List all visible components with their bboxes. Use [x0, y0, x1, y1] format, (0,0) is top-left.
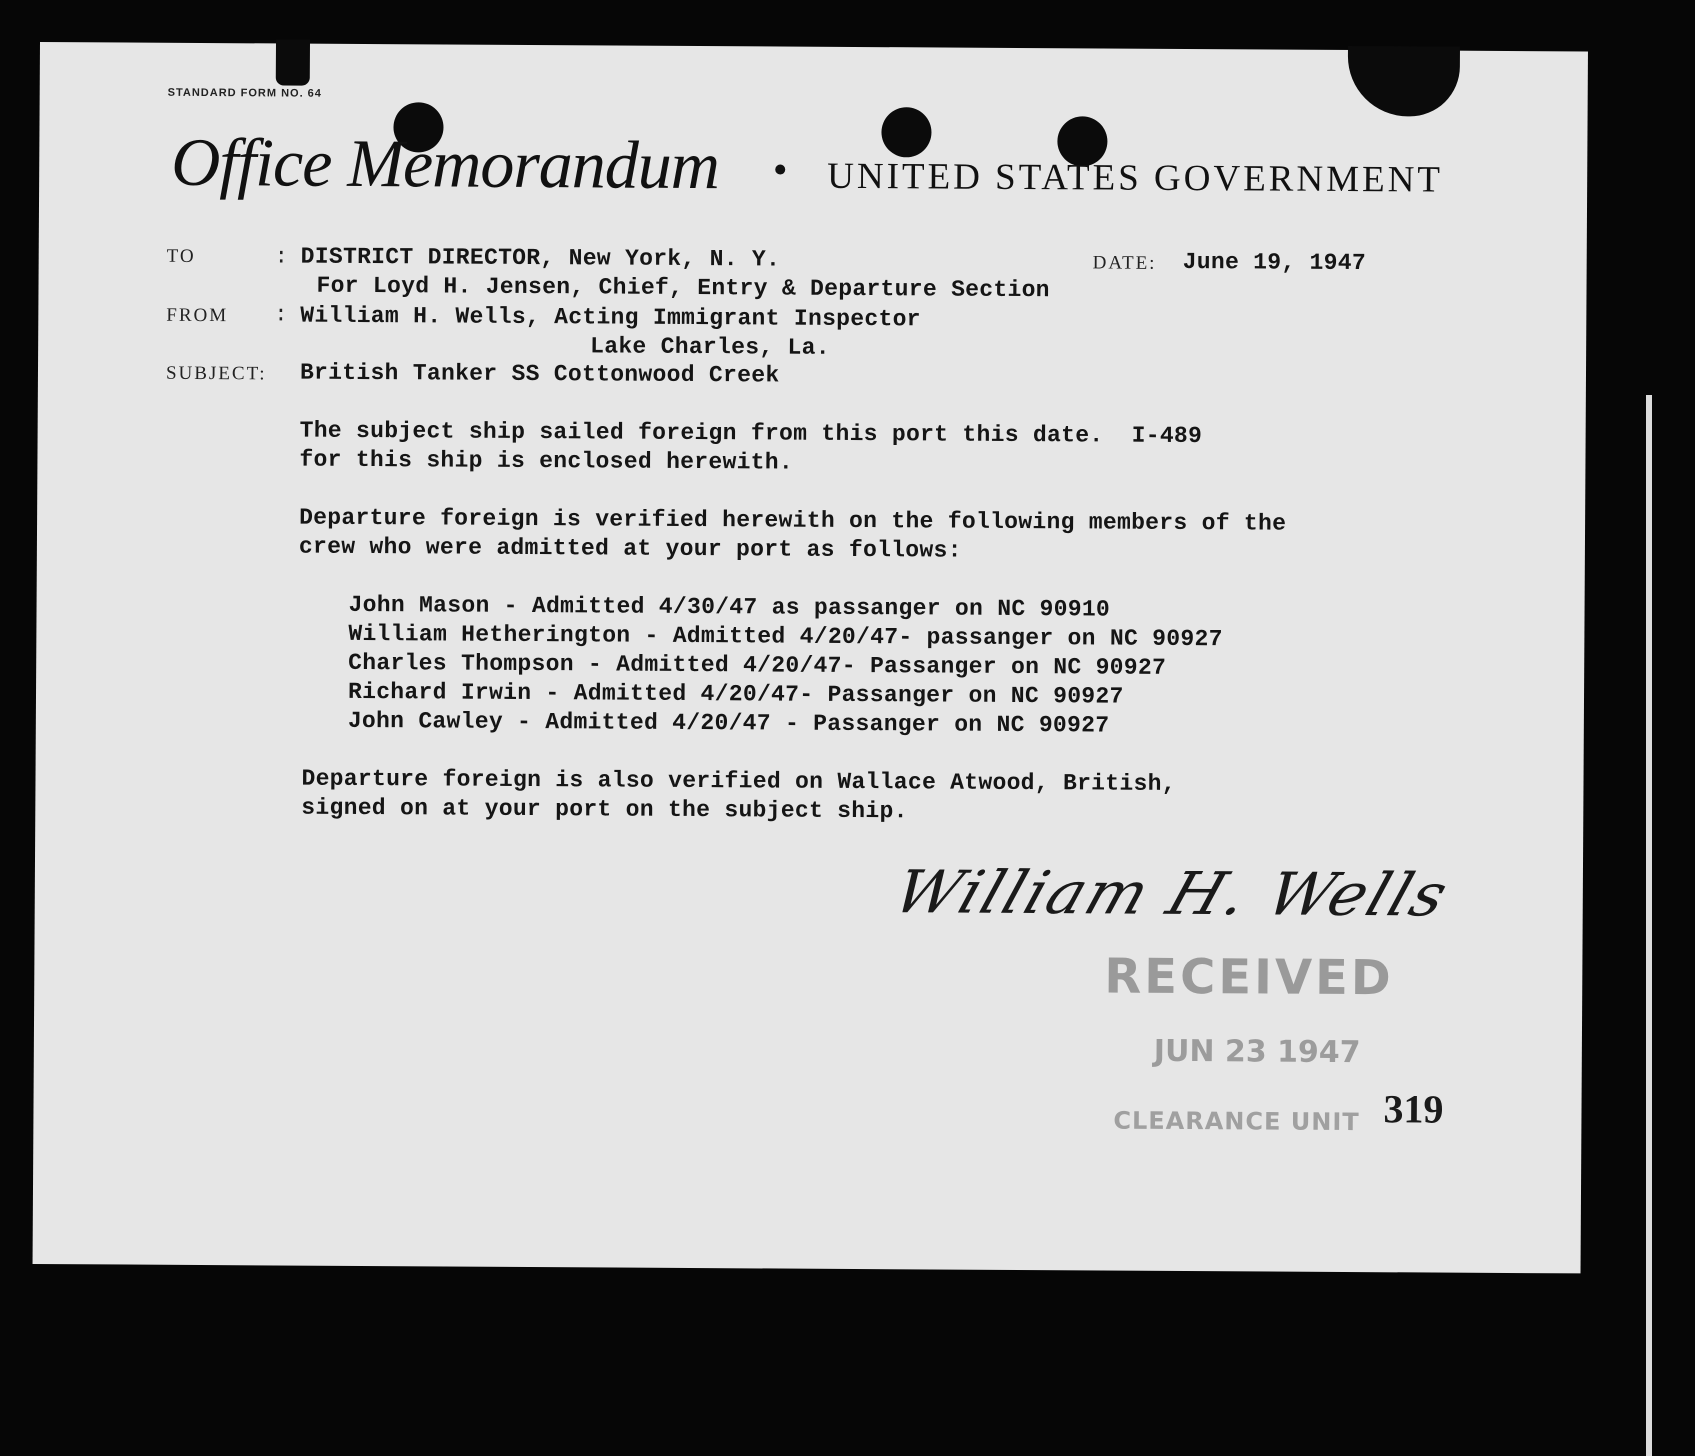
- subject-label: SUBJECT:: [165, 362, 267, 385]
- signature: William H. Wells: [885, 857, 1459, 930]
- title-office-memorandum: Office Memorandum: [171, 123, 720, 204]
- date-label: DATE:: [1092, 252, 1157, 274]
- body-para3-line2: signed on at your port on the subject ship.: [301, 794, 908, 825]
- from-value-line2: Lake Charles, La.: [590, 333, 830, 361]
- from-colon: :: [274, 302, 288, 328]
- body-para3-line1: Departure foreign is also verified on Wallace Atwood, British,: [301, 765, 1176, 797]
- form-number: STANDARD FORM NO. 64: [167, 86, 322, 100]
- page-number: 319: [1383, 1086, 1444, 1132]
- received-stamp: RECEIVED: [1104, 948, 1394, 1007]
- to-colon: :: [274, 244, 288, 270]
- body-para1-line1: The subject ship sailed foreign from this port this date. I-489: [299, 417, 1203, 450]
- received-date-stamp: JUN 23 1947: [1153, 1033, 1361, 1071]
- body-para2-line2: crew who were admitted at your port as follows:: [298, 533, 962, 564]
- body-para1-line2: for this ship is enclosed herewith.: [299, 446, 794, 476]
- clearance-unit-stamp: CLEARANCE UNIT: [1113, 1106, 1360, 1137]
- memo-page: [33, 42, 1588, 1273]
- title-united-states-government: UNITED STATES GOVERNMENT: [827, 155, 1444, 201]
- crew-list-item: John Cawley - Admitted 4/20/47 - Passanger on NC 90927: [347, 707, 1110, 739]
- from-value: William H. Wells, Acting Immigrant Inspector: [300, 302, 921, 333]
- punch-hole: [881, 107, 931, 157]
- subject-value: British Tanker SS Cottonwood Creek: [299, 359, 780, 389]
- crew-list-item: Charles Thompson - Admitted 4/20/47- Passanger on NC 90927: [348, 649, 1167, 681]
- from-label: FROM: [166, 304, 229, 327]
- date-value: June 19, 1947: [1182, 248, 1367, 277]
- crew-list-item: William Hetherington - Admitted 4/20/47- passanger on NC 90927: [348, 620, 1223, 653]
- crew-list-item: John Mason - Admitted 4/30/47 as passanger on NC 90910: [348, 591, 1111, 623]
- title-separator: [775, 164, 785, 174]
- to-value-line2: For Loyd H. Jensen, Chief, Entry & Departure Section: [316, 272, 1050, 304]
- torn-edge: [276, 39, 310, 85]
- body-para2-line1: Departure foreign is verified herewith on the following members of the: [299, 504, 1287, 537]
- film-edge-strip: [1646, 395, 1652, 1456]
- to-label: TO: [166, 245, 196, 267]
- torn-corner: [1348, 46, 1460, 117]
- to-value: DISTRICT DIRECTOR, New York, N. Y.: [300, 243, 781, 273]
- crew-list-item: Richard Irwin - Admitted 4/20/47- Passanger on NC 90927: [347, 678, 1124, 710]
